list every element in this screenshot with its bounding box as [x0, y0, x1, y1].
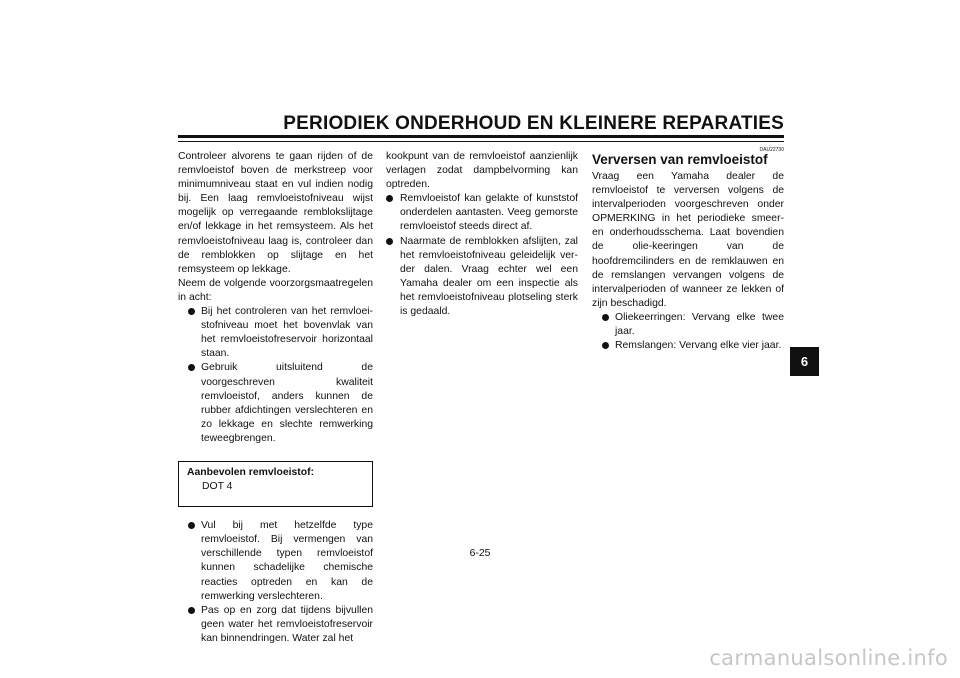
refill-list: [178, 519, 373, 646]
list-item-text: Remvloeistof kan gelakte of kunststof onderdelen aantasten. Veeg gemorste remvloeistof steeds direct af.: [400, 193, 578, 233]
spec-box: [178, 461, 373, 507]
list-item-text: Remslangen: Vervang elke vier jaar.: [615, 340, 782, 352]
column-right: [592, 147, 784, 353]
page-title: PERIODIEK ONDERHOUD EN KLEINERE REPARATIES: [283, 113, 784, 134]
spec-title: Aanbevolen remvloeistof:: [187, 466, 315, 478]
list-item: [386, 235, 578, 320]
precautions-list: [178, 305, 373, 446]
bullet-icon: [188, 364, 195, 371]
list-item-text: Oliekeerringen: Vervang elke twee jaar.: [615, 311, 784, 338]
page-number: 6-25: [469, 548, 491, 559]
bullet-icon: [386, 195, 393, 202]
bullet-icon: [188, 308, 195, 315]
list-item: [178, 604, 373, 646]
watermark: carmanualsonline.info: [709, 646, 948, 670]
list-item-text: Bij het controleren van het remvloeistofniveau moet het bovenvlak van het remvloeistofreservoir horizontaal staan.: [201, 306, 373, 360]
bullet-icon: [386, 238, 393, 245]
bullet-icon: [188, 607, 195, 614]
document-code: DAU22730: [759, 147, 784, 153]
section-body: Vraag een Yamaha dealer de remvloeistof te verversen volgens de intervalperioden voorgeschreven onder OPMERKING in het periodieke smeer- en onderhoudsschema. Laat bovendien de olie-keeringen van de hoofdremcilinders en de remklauwen en de remslangen vervangen volgens de intervalperioden of wanneer ze lekken of zijn beschadigd.: [592, 171, 784, 309]
bullet-icon: [602, 314, 609, 321]
list-item: [592, 339, 784, 353]
intro-paragraph: Controleer alvorens te gaan rijden of de remvloeistof boven de merkstreep voor minimumniveau staat en vul indien nodig bij. Een laag remvloeistofniveau wijst mogelijk op verregaande remblokslijtage en/of lekkage in het remsysteem. Als het remvloeistofniveau laag is, controleer dan de remblokken op slijtage en het remsysteem op lekkage.: [178, 151, 373, 275]
title-rule-thin: [178, 141, 784, 142]
spec-value: DOT 4: [202, 481, 233, 493]
list-item: [592, 311, 784, 339]
chapter-tab: 6: [790, 347, 819, 376]
list-item: [178, 361, 373, 446]
list-item-text: Naarmate de remblokken afslijten, zal het remvloeistofniveau geleidelijk verder dalen. Vraag echter wel een Yamaha dealer om een inspectie als het remvloeistofniveau plotseling sterk is gedaald.: [400, 235, 578, 318]
list-item: [386, 192, 578, 234]
list-item: [178, 305, 373, 361]
warnings-list: [386, 192, 578, 319]
list-item-text: Pas op en zorg dat tijdens bijvullen geen water het remvloeistofreservoir kan binnendringen. Water zal het: [201, 604, 373, 644]
bullet-icon: [602, 342, 609, 349]
bullet-icon: [188, 522, 195, 529]
column-middle: [386, 150, 578, 319]
replacement-list: [592, 311, 784, 353]
title-rule-thick: [178, 135, 784, 138]
column-left: [178, 150, 373, 646]
list-item-text: Gebruik uitsluitend de voorgeschreven kwaliteit remvloeistof, anders kunnen de rubber afdichtingen verslechteren en zo lekkage en slechte remwerking teweegbrengen.: [201, 362, 373, 444]
list-item: [178, 519, 373, 604]
continuation-paragraph: kookpunt van de remvloeistof aanzienlijk verlagen zodat dampbelvorming kan optreden.: [386, 151, 578, 191]
list-item-text: Vul bij met hetzelfde type remvloeistof. Bij vermengen van verschillende typen remvloeistof kunnen schadelijke chemische reacties optreden en kan de remwerking verslechteren.: [201, 520, 373, 602]
section-heading: Verversen van remvloeistof: [592, 152, 768, 167]
precautions-paragraph: Neem de volgende voorzorgsmaatregelen in acht:: [178, 277, 373, 303]
